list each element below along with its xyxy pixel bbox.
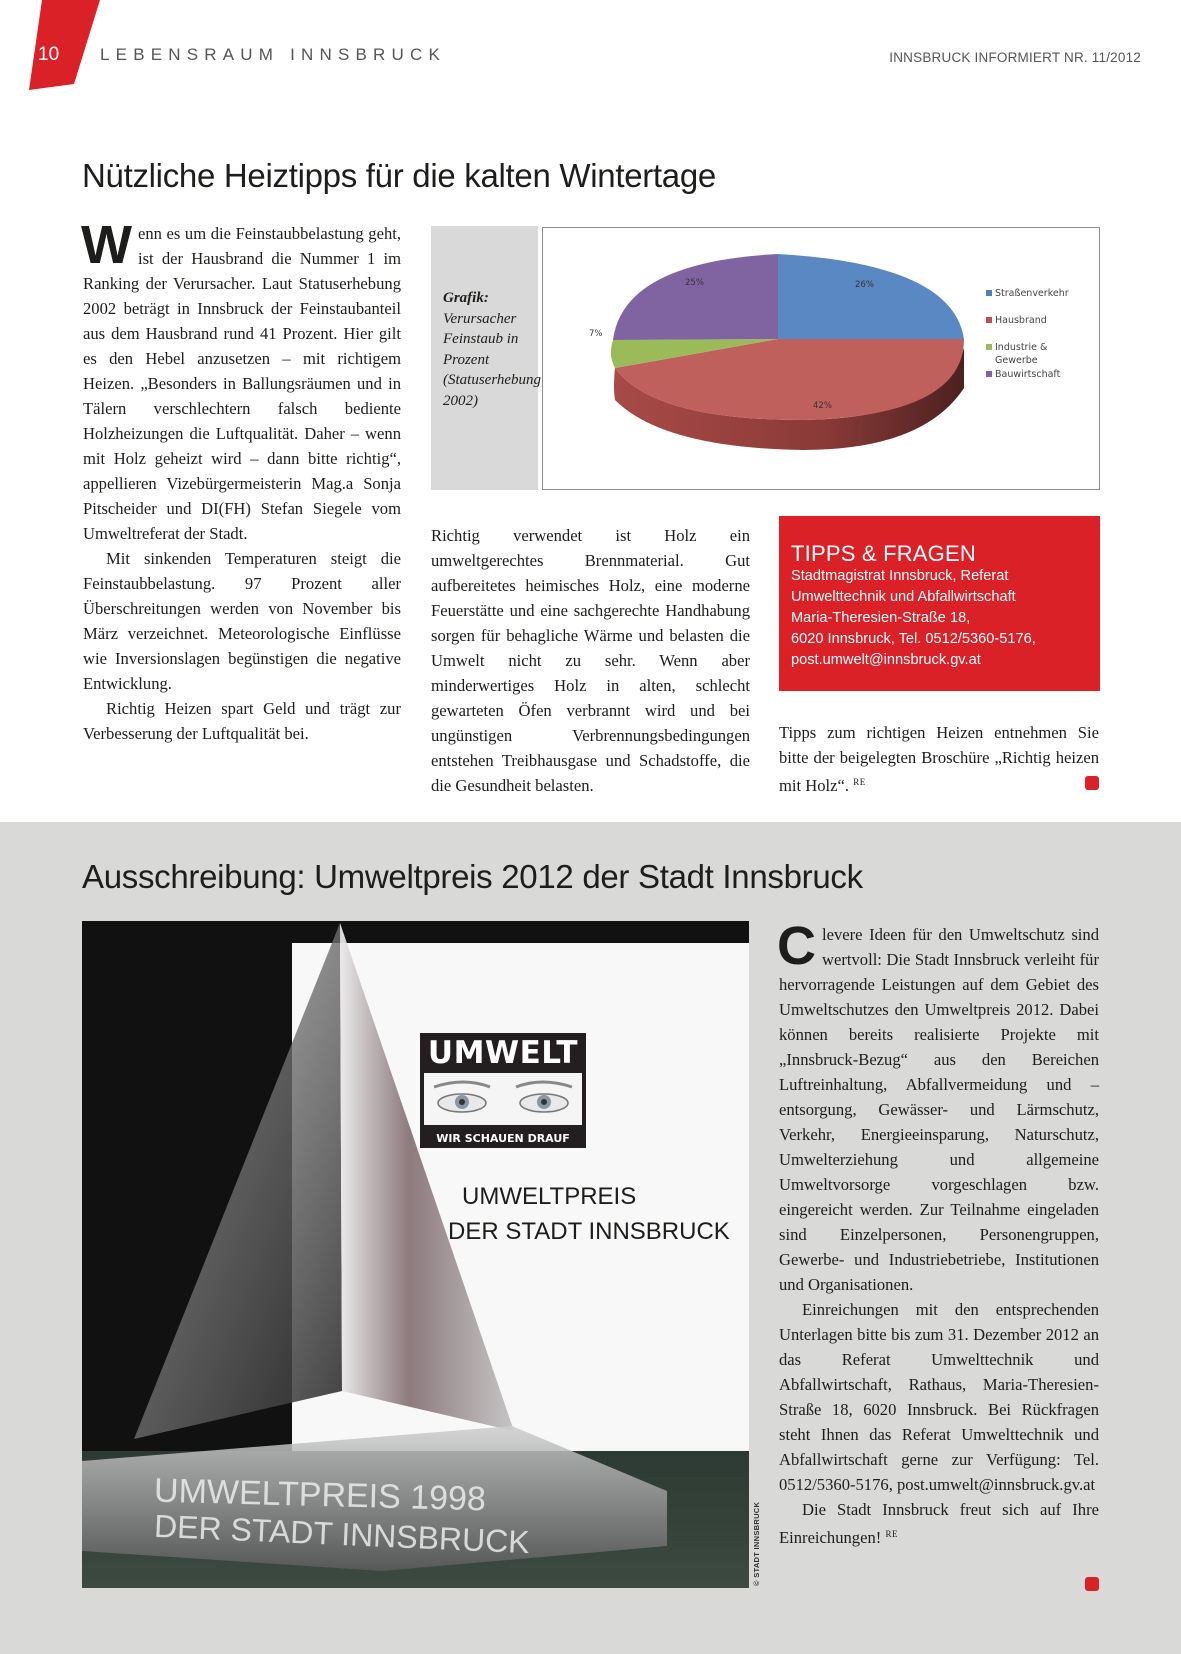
pie-chart	[542, 227, 1100, 490]
legend-swatch-icon	[986, 344, 992, 350]
article1-column-2	[431, 523, 750, 798]
issue-label: INNSBRUCK INFORMIERT NR. 11/2012	[889, 50, 1141, 65]
dropcap: C	[777, 916, 816, 976]
poster-text: UMWELTPREIS	[462, 1183, 637, 1210]
article-title-environment-award: Ausschreibung: Umweltpreis 2012 der Stadt Innsbruck	[82, 858, 863, 895]
tips-info-box	[779, 516, 1100, 691]
slice-label: 25%	[685, 278, 704, 288]
umwelt-logo: UMWELT WIR SCHAUEN DRAUF	[420, 1033, 586, 1148]
chart-legend	[986, 287, 1075, 395]
legend-item: Straßenverkehr	[986, 287, 1075, 300]
award-photo	[82, 921, 749, 1588]
article-title-heating-tips: Nützliche Heiztipps für die kalten Wintertage	[82, 157, 716, 194]
page-number: 10	[38, 44, 60, 65]
paragraph: Richtig Heizen spart Geld und trägt zur Verbesserung der Luftqualität bei.	[83, 699, 401, 743]
tips-line: Maria-Theresien-Straße 18,	[791, 610, 971, 626]
trophy-engraving: UMWELTPREIS 1998	[153, 1471, 487, 1519]
legend-swatch-icon	[986, 371, 992, 377]
poster-text: DER STADT INNSBRUCK	[448, 1218, 730, 1245]
slice-label: 7%	[589, 329, 603, 339]
article2-column	[777, 916, 1099, 1550]
author-signature: RE	[885, 1529, 898, 1539]
article1-column-1	[81, 215, 401, 746]
paragraph: Die Stadt Innsbruck freut sich auf Ihre Einreichungen!	[779, 1500, 1099, 1547]
paragraph: enn es um die Feinstaubbelastung geht, ist der Hausbrand die Nummer 1 im Ranking der Verursacher. Laut Statuserhebung 2002 beträgt in Innsbruck der Feinstaubanteil aus dem Hausbrand rund 41 Prozent. Hier gilt es den Hebel anzusetzen – mit richtigem Heizen. „Besonders in Ballungsräumen und in Tälern verschlechtern falsch bediente Holzheizungen die Luftqualität. Daher – wenn mit Holz geheizt wird – dann bitte richtig“, appellieren Vizebürgermeisterin Mag.a Sonja Pitscheider und DI(FH) Stefan Siegele vom Umweltreferat der Stadt.	[83, 224, 401, 543]
paragraph: Mit sinkenden Temperaturen steigt die Feinstaubbelastung. 97 Prozent aller Überschreitungen werden von November bis März verzeichnet. Meteorologische Einflüsse wie Inversionslagen begünstigen die negative Entwicklung.	[83, 549, 401, 693]
photo-credit: © STADT INNSBRUCK	[752, 1501, 761, 1586]
trophy-engraving: DER STADT INNSBRUCK	[153, 1507, 531, 1561]
tips-email-link[interactable]: post.umwelt@innsbruck.gv.at	[791, 652, 981, 668]
tips-line: 6020 Innsbruck, Tel. 0512/5360-5176,	[791, 631, 1036, 647]
slice-label: 26%	[855, 280, 874, 290]
end-of-article-icon	[1085, 1577, 1099, 1591]
tips-line: Umwelttechnik und Abfallwirtschaft	[791, 589, 1016, 605]
tips-title: TIPPS & FRAGEN	[791, 541, 976, 566]
legend-item: Hausbrand	[986, 314, 1075, 327]
tips-line: Stadtmagistrat Innsbruck, Referat	[791, 568, 1009, 584]
chart-caption-text: Verursacher Feinstaub in Prozent (Statuserhebung 2002)	[443, 310, 542, 409]
chart-caption	[431, 226, 542, 490]
paragraph: Richtig verwendet ist Holz ein umweltgerechtes Brennmaterial. Gut aufbereitetes heimisches Holz, eine moderne Feuerstätte und eine sachgerechte Handhabung sorgen für behagliche Wärme und belasten die Umwelt nicht zu sehr. Wenn aber minderwertiges Holz in alten, schlecht gewarteten Öfen verbrannt wird und bei ungünstigen Verbrennungsbedingungen entstehen Treibhausgase und Schadstoffe, die die Gesundheit belasten.	[431, 526, 750, 795]
paragraph: levere Ideen für den Umweltschutz sind wertvoll: Die Stadt Innsbruck verleiht für hervorragende Leistungen auf dem Gebiet des Umweltschutzes den Umweltpreis 2012. Dabei können bereits realisierte Projekte mit „Innsbruck-Bezug“ aus den Bereichen Luftreinhaltung, Abfallvermeidung und –entsorgung, Gewässer- und Lärmschutz, Verkehr, Energieeinsparung, Naturschutz, Umwelterziehung und allgemeine Umweltvorsorge vorgeschlagen bzw. eingereicht werden. Zur Teilnahme eingeladen sind Einzelpersonen, Personengruppen, Gewerbe- und Industriebetriebe, Institutionen und Organisationen.	[779, 925, 1099, 1294]
section-label: LEBENSRAUM INNSBRUCK	[100, 45, 446, 64]
end-of-article-icon	[1085, 776, 1099, 790]
article1-column-3	[779, 720, 1099, 798]
chart-caption-label: Grafik:	[443, 290, 489, 306]
legend-item: Industrie & Gewerbe	[986, 341, 1075, 367]
slice-label: 42%	[813, 401, 832, 411]
paragraph: Einreichungen mit den entsprechenden Unterlagen bitte bis zum 31. Dezember 2012 an das Referat Umwelttechnik und Abfallwirtschaft, Rathaus, Maria-Theresien-Straße 18, 6020 Innsbruck. Bei Rückfragen steht Ihnen das Referat Umwelttechnik und Abfallwirtschaft gerne zur Verfügung: Tel. 0512/5360-5176, post.umwelt@innsbruck.gv.at	[779, 1300, 1099, 1494]
dropcap: W	[81, 215, 132, 275]
paragraph: Tipps zum richtigen Heizen entnehmen Sie bitte der beigelegten Broschüre „Richtig heizen mit Holz“.	[779, 723, 1099, 795]
legend-swatch-icon	[986, 290, 992, 296]
legend-swatch-icon	[986, 317, 992, 323]
author-signature: RE	[853, 777, 866, 787]
legend-item: Bauwirtschaft	[986, 368, 1075, 381]
